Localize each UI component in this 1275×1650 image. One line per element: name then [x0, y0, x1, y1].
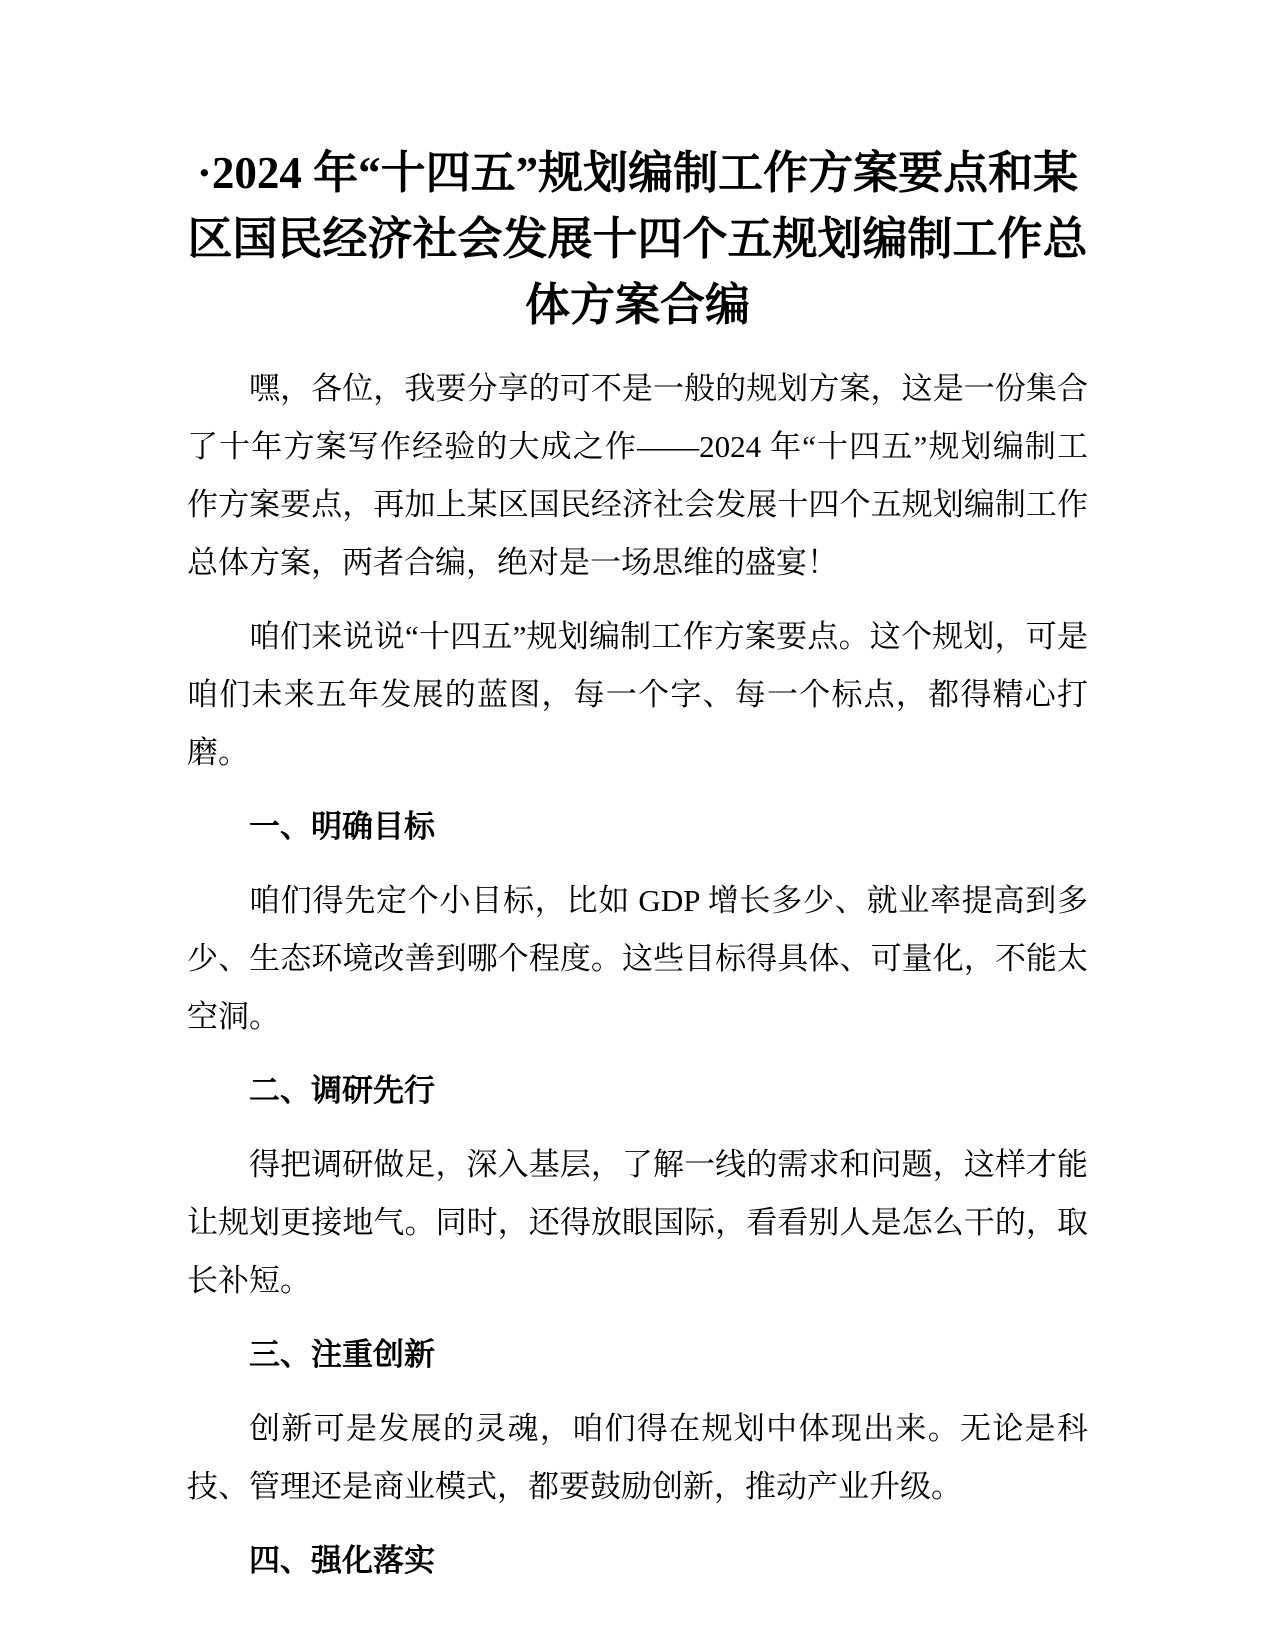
intro-paragraph-2: 咱们来说说“十四五”规划编制工作方案要点。这个规划，可是咱们未来五年发展的蓝图，每一个字、每一个标点，都得精心打磨。	[187, 619, 1088, 770]
title-line-1: ·2024 年“十四五”规划编制工作方案要点和某	[196, 148, 1079, 198]
section-3-body: 创新可是发展的灵魂，咱们得在规划中体现出来。无论是科技、管理还是商业模式，都要鼓励创新，推动产业升级。	[187, 1411, 1088, 1504]
section-1-body: 咱们得先定个小目标，比如 GDP 增长多少、就业率提高到多少、生态环境改善到哪个程度。这些目标得具体、可量化，不能太空洞。	[187, 883, 1088, 1034]
section-2-body: 得把调研做足，深入基层，了解一线的需求和问题，这样才能让规划更接地气。同时，还得放眼国际，看看别人是怎么干的，取长补短。	[187, 1147, 1088, 1298]
section-3-heading: 三、注重创新	[249, 1337, 435, 1373]
title-line-3: 体方案合编	[524, 280, 750, 330]
section-2-heading: 二、调研先行	[249, 1073, 435, 1109]
document-title	[187, 140, 1088, 338]
section-1-heading: 一、明确目标	[249, 809, 435, 845]
title-line-2: 区国民经济社会发展十四个五规划编制工作总	[187, 214, 1088, 264]
intro-paragraph-1: 嘿，各位，我要分享的可不是一般的规划方案，这是一份集合了十年方案写作经验的大成之作——2024 年“十四五”规划编制工作方案要点，再加上某区国民经济社会发展十四个五规划编制工作总体方案，两者合编，绝对是一场思维的盛宴！	[187, 371, 1088, 580]
section-4-heading: 四、强化落实	[249, 1543, 435, 1579]
